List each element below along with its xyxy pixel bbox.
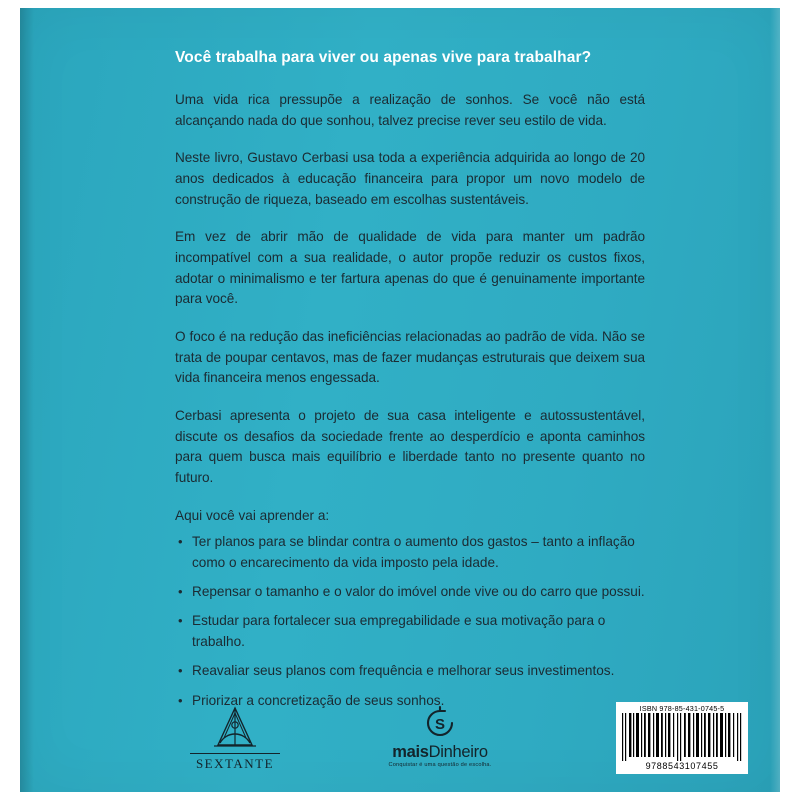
list-item: • Reavaliar seus planos com frequência e melhorar seus investimentos.: [175, 661, 645, 681]
book-back-cover: [20, 8, 780, 792]
learning-points-list: [175, 532, 645, 711]
barcode-block: [616, 702, 748, 774]
paragraph-1: Uma vida rica pressupõe a realização de sonhos. Se você não está alcançando nada do que sonhou, talvez precise rever seu estilo de vida.: [175, 92, 645, 128]
imprint-logo: [370, 705, 510, 769]
paragraph-3: Em vez de abrir mão de qualidade de vida para manter um padrão incompatível com a sua realidade, o autor propõe reduzir os custos fixos, adotar o minimalismo e ter fartura apenas do que é genuinamente importante para você.: [175, 229, 645, 307]
imprint-name-bold: mais: [392, 742, 429, 761]
barcode-bars: [620, 713, 744, 761]
publisher-name: SEXTANTE: [190, 753, 280, 772]
svg-text:S: S: [434, 715, 446, 733]
list-item: • Ter planos para se blindar contra o aumento dos gastos – tanto a inflação como o encarecimento da vida imposto pela idade.: [175, 532, 645, 573]
ean-number: 9788543107455: [645, 761, 719, 772]
list-item: • Estudar para fortalecer sua empregabilidade e sua motivação para o trabalho.: [175, 611, 645, 652]
imprint-name-thin: Dinheiro: [428, 742, 488, 761]
back-cover-text-block: [175, 48, 645, 720]
list-item: • Repensar o tamanho e o valor do imóvel onde vive ou do carro que possui.: [175, 582, 645, 602]
sextant-icon: [208, 705, 262, 751]
paragraph-5: Cerbasi apresenta o projeto de sua casa inteligente e autossustentável, discute os desafios da sociedade frente ao desperdício e aponta caminhos para quem busca mais equilíbrio e liberdade tanto no presente quanto no futuro.: [175, 408, 645, 485]
headline: Você trabalha para viver ou apenas vive para trabalhar?: [175, 49, 592, 66]
isbn-label: ISBN 978-85-431-0745-5: [639, 704, 725, 713]
list-intro: Aqui você vai aprender a:: [175, 507, 330, 523]
list-item: • Priorizar a concretização de seus sonhos.: [175, 691, 645, 711]
imprint-tagline: Conquistar é uma questão de escolha.: [388, 762, 492, 768]
imprint-name: [370, 744, 510, 761]
page-edge-highlight: [770, 8, 780, 792]
paragraph-4: O foco é na redução das ineficiências relacionadas ao padrão de vida. Não se trata de poupar centavos, mas de fazer mudanças estruturais que deixem sua vida financeira menos engessada.: [175, 329, 645, 386]
paragraph-2: Neste livro, Gustavo Cerbasi usa toda a experiência adquirida ao longo de 20 anos dedicados à educação financeira para propor um novo modelo de construção de riqueza, baseado em escolhas sustentáveis.: [175, 150, 645, 207]
cover-footer: [20, 688, 780, 778]
publisher-logo: [190, 705, 280, 772]
dollar-circle-icon: [423, 705, 457, 741]
spine-shadow: [20, 8, 34, 792]
